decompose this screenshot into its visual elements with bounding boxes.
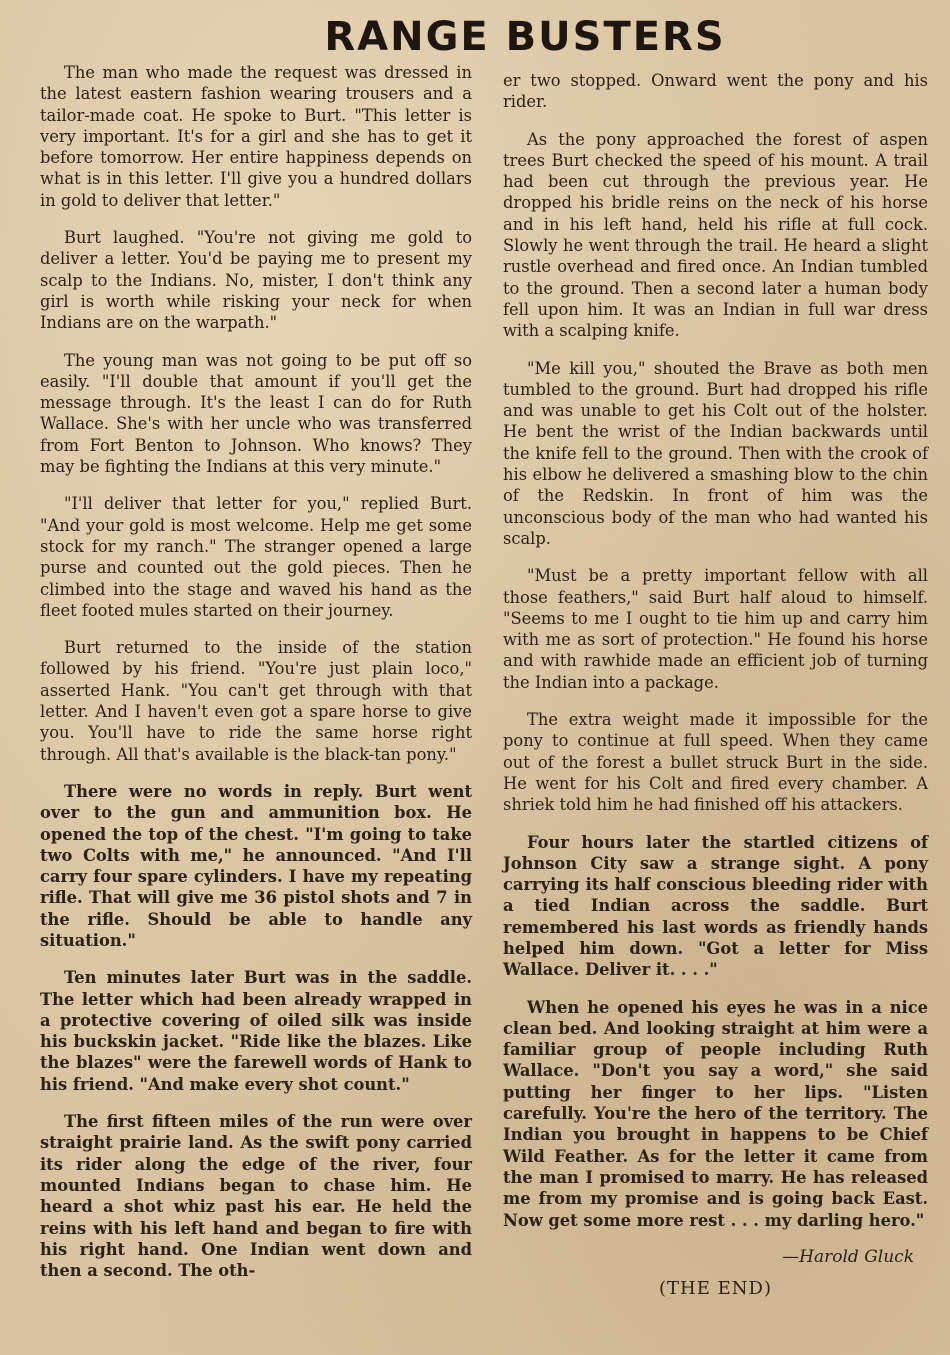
paragraph: The man who made the request was dressed in the latest eastern fashion wearing trousers and a tailor-made coat. He spoke to Burt. "This letter is very important. It's for a girl and she has to get it before tomorrow. Her entire happiness depends on what is in this letter. I'll give you a hundred dollars in gold to deliver that letter." [40, 63, 472, 210]
story-title: RANGE BUSTERS [324, 14, 726, 60]
paragraph: Burt returned to the inside of the station followed by his friend. "You're just plain loco," asserted Hank. "You can't get through with that letter. And I haven't even got a spare horse to give you. You'll have to ride the same horse right through. All that's available is the black-tan pony." [40, 638, 472, 764]
paragraph: As the pony approached the forest of aspen trees Burt checked the speed of his mount. A trail had been cut through the previous year. He dropped his bridle reins on the neck of his horse and in his left hand, held his rifle at full cock. Slowly he went through the trail. He heard a slight rustle overhead and fired once. An Indian tumbled to the ground. Then a second later a human body fell upon him. It was an Indian in full war dress with a scalping knife. [503, 129, 928, 341]
paragraph: Burt laughed. "You're not giving me gold to deliver a letter. You'd be paying me to present my scalp to the Indians. No, mister, I don't think any girl is worth while risking your neck for when Indians are on the warpath." [40, 228, 472, 333]
paragraph: The young man was not going to be put off so easily. "I'll double that amount if you'll get the message through. It's the least I can do for Ruth Wallace. She's with her uncle who was transferred from Fort Benton to Johnson. Who knows? They may be fighting the Indians at this very minute." [40, 350, 472, 477]
paragraph: The first fifteen miles of the run were over straight prairie land. As the swift pony carried its rider along the edge of the river, four mounted Indians began to chase him. He heard a shot whiz past his ear. He held the reins with his left hand and began to fire with his right hand. One Indian went down and then a second. The oth- [40, 1112, 472, 1281]
paragraph: "Must be a pretty important fellow with all those feathers," said Burt half aloud to himself. "Seems to me I ought to tie him up and carry him with me as sort of protection." He found his horse and with rawhide made an efficient job of turning the Indian into a package. [503, 566, 928, 692]
paragraph: When he opened his eyes he was in a nice clean bed. And looking straight at him were a familiar group of people including Ruth Wallace. "Don't you say a word," she said putting her finger to her lips. "Listen carefully. You're the hero of the territory. The Indian you brought in happens to be Chief Wild Feather. As for the letter it came from the man I promised to marry. He has released me from my promise and is going back East. Now get some more rest . . . my darling hero." [503, 997, 928, 1230]
left-column [40, 62, 472, 1297]
paragraph: "Me kill you," shouted the Brave as both men tumbled to the ground. Burt had dropped his rifle and was unable to get his Colt out of the holster. He bent the wrist of the Indian backwards until the knife fell to the ground. Then with the crook of his elbow he delivered a smashing blow to the chin of the Redskin. In front of him was the unconscious body of the man who had wanted his scalp. [503, 358, 928, 548]
author-byline: —Harold Gluck [782, 1246, 914, 1267]
paragraph: Ten minutes later Burt was in the saddle. The letter which had been already wrapped in a protective covering of oiled silk was inside his buckskin jacket. "Ride like the blazes. Like the blazes" were the farewell words of Hank to his friend. "And make every shot count." [40, 968, 472, 1094]
paragraph: There were no words in reply. Burt went over to the gun and ammunition box. He opened the top of the chest. "I'm going to take two Colts with me," he announced. "And I'll carry four spare cylinders. I have my repeating rifle. That will give me 36 pistol shots and 7 in the rifle. Should be able to handle any situation." [40, 781, 472, 950]
paragraph: Four hours later the startled citizens of Johnson City saw a strange sight. A pony carrying its half conscious bleeding rider with a tied Indian across the saddle. Burt remembered his last words as friendly hands helped him down. "Got a letter for Miss Wallace. Deliver it. . . ." [503, 832, 928, 980]
paragraph: "I'll deliver that letter for you," replied Burt. "And your gold is most welcome. Help me get some stock for my ranch." The stranger opened a large purse and counted out the gold pieces. Then he climbed into the stage and waved his hand as the fleet footed mules started on their journey. [40, 494, 472, 620]
the-end-label: (THE END) [659, 1278, 772, 1300]
paragraph: The extra weight made it impossible for the pony to continue at full speed. When they came out of the forest a bullet struck Burt in the side. He went for his Colt and fired every chamber. A shriek told him he had finished off his attackers. [503, 710, 928, 815]
right-column [503, 70, 928, 1299]
paragraph: er two stopped. Onward went the pony and his rider. [503, 71, 928, 112]
